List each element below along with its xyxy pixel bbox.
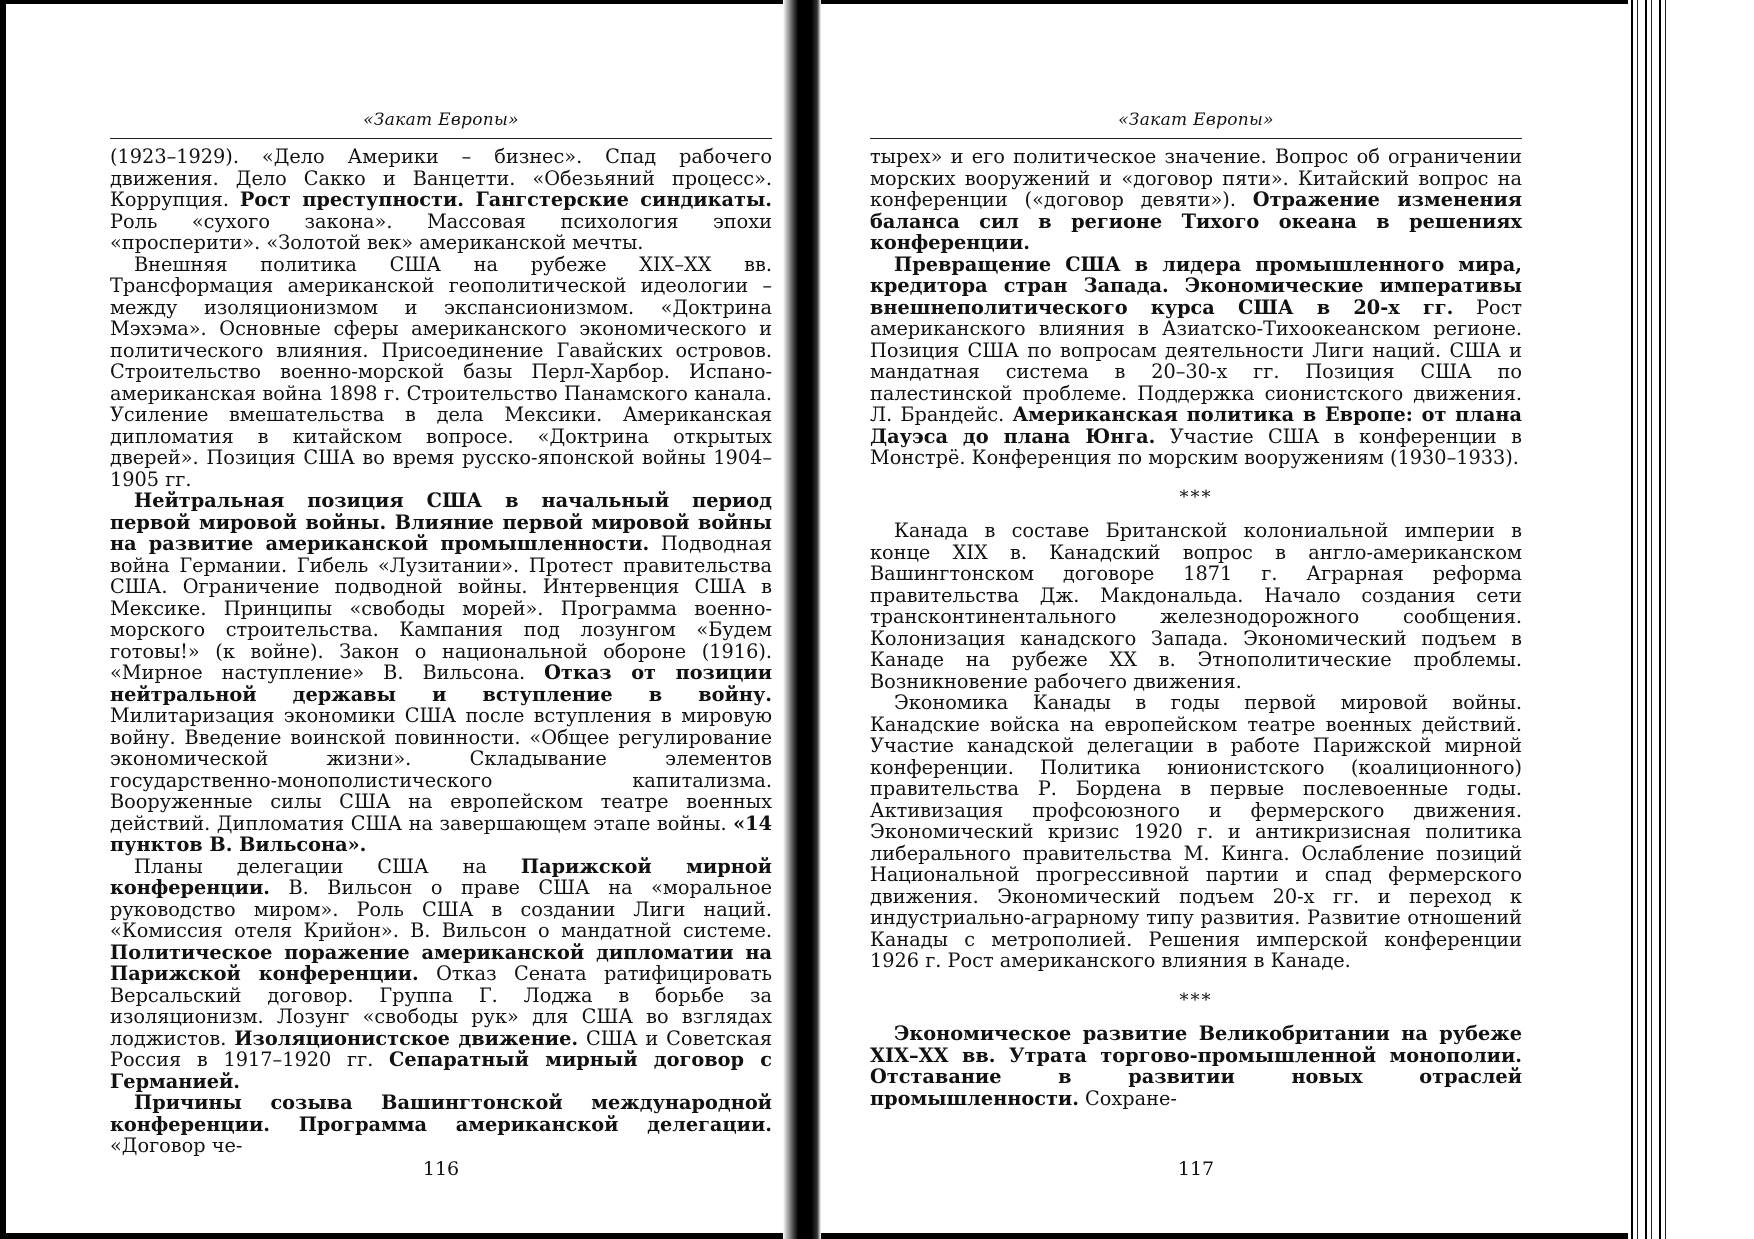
paragraph xyxy=(870,1023,1522,1109)
text-run: Канада в составе Британской колониальной империи в конце XIX в. Канадский вопрос в англо-американском Вашингтонском договоре 1871 г. Аграрная реформа правительства Дж. Макдональда. Начало создания сети трансконтинентального железнодорожного сообщения. Колонизация канадского Запада. Экономический подъем в Канаде на рубеже XX в. Этнополитические проблемы. Возникновение рабочего движения. xyxy=(870,519,1522,693)
right-page xyxy=(870,0,1522,1239)
bold-text-run: Американская политика в Европе: от плана Дауэса до плана Юнга. xyxy=(870,403,1522,448)
page-body xyxy=(110,146,772,1157)
text-run: США и Советская Россия в 1917–1920 гг. xyxy=(110,1026,772,1071)
paragraph xyxy=(110,1092,772,1157)
text-run: Роль «сухого закона». Массовая психология эпохи «просперити». «Золотой век» американской мечты. xyxy=(110,209,772,254)
paragraph xyxy=(870,254,1522,469)
bold-text-run: Нейтральная позиция США в начальный период первой мировой войны. Влияние первой мировой войны на развитие американской промышленности. xyxy=(110,489,772,555)
bold-text-run: Политическое поражение американской дипломатии на Парижской конференции. xyxy=(110,940,772,985)
text-run: Экономика Канады в годы первой мировой войны. Канадские войска на европейском театре военных действий. Участие канадской делегации в работе Парижской мирной конференции. Политика юнионистского (коалиционного) правительства Р. Бордена в первые послевоенные годы. Активизация профсоюзного и фермерского движения. Экономический кризис 1920 г. и антикризисная политика либерального правительства М. Кинга. Ослабление позиций Национальной прогрессивной партии и спад фермерского движения. Экономический подъем 20-х гг. и переход к индустриально-аграрному типу развития. Развитие отношений Канады с метрополией. Решения имперской конференции 1926 г. Рост американского влияния в Канаде. xyxy=(870,691,1522,972)
book-gutter xyxy=(783,0,821,1239)
text-run: тырех» и его политическое значение. Вопрос об ограничении морских вооружений и «договор пяти». Китайский вопрос на конференции («договор девяти»). xyxy=(870,145,1522,211)
running-head: «Закат Европы» xyxy=(363,110,519,130)
paragraph xyxy=(870,520,1522,692)
header-rule xyxy=(110,138,772,139)
text-run: Участие США в конференции в Монстрё. Конференция по морским вооружениям (1930–1933). xyxy=(870,424,1523,469)
bold-text-run: Сепаратный мирный договор с Германией. xyxy=(110,1048,772,1093)
section-separator: *** xyxy=(1179,486,1213,508)
page-body xyxy=(870,146,1522,1109)
page-fore-edge xyxy=(1628,0,1754,1239)
paragraph xyxy=(870,692,1522,972)
text-run: Подводная война Германии. Гибель «Лузитании». Протест правительства США. Ограничение подводной войны. Интервенция США в Мексике. Принципы «свободы морей». Программа военно-морского строительства. Кампания под лозунгом «Будем готовы!» (к войне). Закон о национальной обороне (1916). «Мирное наступление» В. Вильсона. xyxy=(110,532,772,684)
page-number: 117 xyxy=(1177,1158,1215,1180)
bold-text-run: Причины созыва Вашингтонской международной конференции. Программа американской делегации. xyxy=(110,1091,772,1136)
text-run: Отказ Сената ратифицировать Версальский договор. Группа Г. Лоджа в борьбе за изоляционизм. Лозунг «свободы рук» для США во взглядах лоджистов. xyxy=(110,962,773,1050)
paragraph xyxy=(110,490,772,856)
text-run: Милитаризация экономики США после вступления в мировую войну. Введение воинской повинности. «Общее регулирование экономической жизни». Складывание элементов государственно-монополистического капитализма. Вооруженные силы США на европейском театре военных действий. Дипломатия США на завершающем этапе войны. xyxy=(110,704,772,835)
bold-text-run: «14 пунктов В. Вильсона». xyxy=(110,811,772,856)
scan-border-left xyxy=(0,0,6,1239)
left-page xyxy=(110,0,772,1239)
running-head: «Закат Европы» xyxy=(1118,110,1274,130)
paragraph xyxy=(110,254,772,491)
bold-text-run: Отражение изменения баланса сил в регионе Тихого океана в решениях конференции. xyxy=(870,188,1523,254)
bold-text-run: Превращение США в лидера промышленного мира, кредитора стран Запада. Экономические императивы внешнеполитического курса США в 20-х гг. xyxy=(870,252,1522,319)
text-run: Планы делегации США на xyxy=(134,854,521,878)
header-rule xyxy=(870,138,1522,139)
text-run: (1923–1929). «Дело Америки – бизнес». Спад рабочего движения. Дело Сакко и Ванцетти. «Обезьяний процесс». Коррупция. xyxy=(110,145,772,211)
bold-text-run: Рост преступности. Гангстерские синдикаты. xyxy=(239,188,772,211)
page-number: 116 xyxy=(422,1158,460,1180)
text-run: Внешняя политика США на рубеже XIX–XX вв. Трансформация американской геополитической идеологии – между изоляционизмом и экспансионизмом. «Доктрина Мэхэма». Основные сферы американского экономического и политического влияния. Присоединение Гавайских островов. Строительство военно-морской базы Перл-Харбор. Испано-американская война 1898 г. Строительство Панамского канала. Усиление вмешательства в дела Мексики. Американская дипломатия в китайском вопросе. «Доктрина открытых дверей». Позиция США во время русско-японской войны 1904–1905 гг. xyxy=(110,252,772,491)
bold-text-run: Парижской мирной конференции. xyxy=(110,854,772,899)
paragraph xyxy=(110,856,772,1093)
section-separator: *** xyxy=(1179,989,1213,1011)
text-run: Рост американского влияния в Азиатско-Тихоокеанском регионе. Позиция США по вопросам деятельности Лиги наций. США и мандатная система в 20–30-х гг. Позиция США по палестинской проблеме. Поддержка сионистского движения. Л. Брандейс. xyxy=(870,295,1522,426)
bold-text-run: Отказ от позиции нейтральной державы и вступление в войну. xyxy=(110,661,773,706)
text-run: В. Вильсон о праве США на «моральное руководство миром». Роль США в создании Лиги наций. «Комиссия отеля Крийон». В. Вильсон о мандатной системе. xyxy=(110,876,772,942)
text-run: «Договор че- xyxy=(110,1134,243,1157)
text-run: Сохране- xyxy=(1078,1086,1177,1110)
bold-text-run: Изоляционистское движение. xyxy=(234,1026,579,1050)
paragraph xyxy=(110,146,772,254)
paragraph xyxy=(870,146,1522,254)
bold-text-run: Экономическое развитие Великобритании на рубеже XIX–XX вв. Утрата торгово-промышленной монополии. Отставание в развитии новых отраслей промышленности. xyxy=(870,1022,1522,1110)
